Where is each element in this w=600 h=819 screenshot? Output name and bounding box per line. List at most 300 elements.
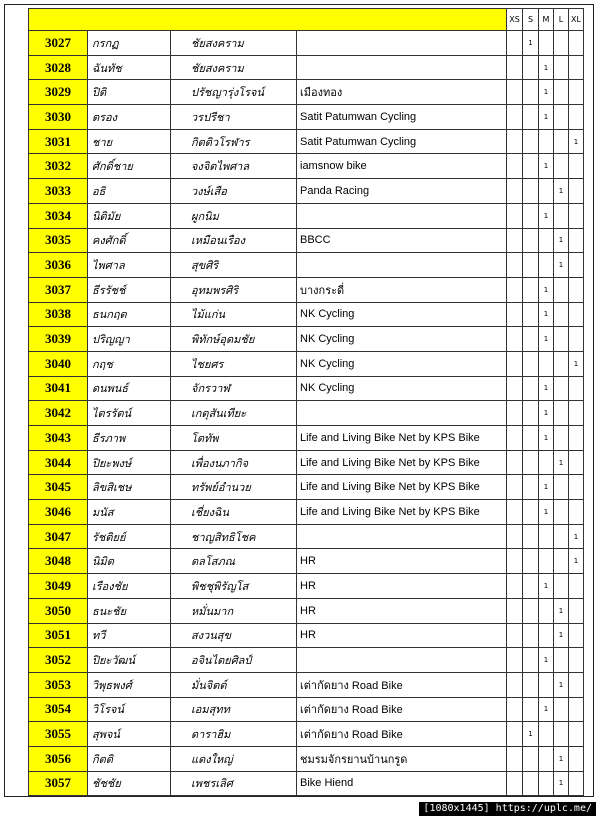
bib-number: 3052: [29, 648, 88, 673]
size-cell-xs: [507, 154, 523, 179]
last-name: กิตติวโรฬาร: [171, 129, 297, 154]
size-cell-xl: [569, 179, 584, 204]
size-cell-m: 1: [539, 80, 554, 105]
size-cell-xl: [569, 31, 584, 56]
last-name: ชัยสงคราม: [171, 31, 297, 56]
rider-rows: [29, 31, 584, 796]
size-cell-s: [523, 129, 539, 154]
size-cell-xs: [507, 475, 523, 500]
table-row: [29, 277, 584, 302]
size-cell-xl: [569, 697, 584, 722]
table-row: [29, 623, 584, 648]
size-cell-s: [523, 154, 539, 179]
size-cell-xs: [507, 376, 523, 401]
size-cell-xs: [507, 697, 523, 722]
size-cell-s: [523, 524, 539, 549]
size-cell-l: 1: [554, 746, 569, 771]
size-cell-xl: [569, 475, 584, 500]
bib-number: 3032: [29, 154, 88, 179]
size-cell-xl: [569, 253, 584, 278]
team-name: [297, 401, 507, 426]
size-cell-xs: [507, 327, 523, 352]
size-cell-m: [539, 228, 554, 253]
registration-sheet: [4, 4, 594, 797]
size-cell-xl: [569, 154, 584, 179]
size-cell-l: [554, 31, 569, 56]
table-row: [29, 179, 584, 204]
team-name: Satit Patumwan Cycling: [297, 105, 507, 130]
team-name: [297, 648, 507, 673]
size-cell-m: 1: [539, 648, 554, 673]
size-cell-xs: [507, 129, 523, 154]
last-name: ไชยศร: [171, 351, 297, 376]
last-name: เชี่ยงฉิน: [171, 500, 297, 525]
last-name: พิทักษ์อุดมชัย: [171, 327, 297, 352]
size-cell-l: 1: [554, 253, 569, 278]
team-name: ชมรมจักรยานบ้านกรูด: [297, 746, 507, 771]
size-cell-xl: 1: [569, 129, 584, 154]
size-cell-xs: [507, 228, 523, 253]
size-header-xs: XS: [507, 9, 523, 31]
size-cell-xl: [569, 228, 584, 253]
size-cell-s: 1: [523, 31, 539, 56]
last-name: เอมสุทท: [171, 697, 297, 722]
first-name: ปิยะวัฒน์: [88, 648, 171, 673]
last-name: จักรวาฬ: [171, 376, 297, 401]
size-cell-xs: [507, 179, 523, 204]
size-cell-xl: [569, 746, 584, 771]
size-cell-xs: [507, 524, 523, 549]
team-name: NK Cycling: [297, 376, 507, 401]
first-name: รัชติยย์: [88, 524, 171, 549]
size-cell-s: [523, 277, 539, 302]
bib-number: 3042: [29, 401, 88, 426]
size-cell-s: [523, 475, 539, 500]
size-cell-xl: 1: [569, 549, 584, 574]
size-cell-l: 1: [554, 598, 569, 623]
first-name: ไพศาล: [88, 253, 171, 278]
size-cell-xs: [507, 253, 523, 278]
team-name: เต่ากัดยาง Road Bike: [297, 697, 507, 722]
table-row: [29, 722, 584, 747]
size-cell-l: [554, 574, 569, 599]
size-cell-xs: [507, 55, 523, 80]
size-cell-xl: [569, 277, 584, 302]
size-cell-s: [523, 450, 539, 475]
size-cell-s: [523, 55, 539, 80]
size-cell-m: [539, 598, 554, 623]
size-cell-l: 1: [554, 623, 569, 648]
table-row: [29, 203, 584, 228]
first-name: ธนะชัย: [88, 598, 171, 623]
size-cell-m: [539, 672, 554, 697]
size-cell-l: [554, 524, 569, 549]
first-name: คงศักดิ์: [88, 228, 171, 253]
size-cell-l: 1: [554, 771, 569, 796]
table-row: [29, 228, 584, 253]
size-cell-l: 1: [554, 672, 569, 697]
size-cell-l: [554, 475, 569, 500]
size-cell-m: [539, 253, 554, 278]
team-name: HR: [297, 549, 507, 574]
team-name: HR: [297, 574, 507, 599]
team-name: Life and Living Bike Net by KPS Bike: [297, 426, 507, 451]
size-cell-l: [554, 55, 569, 80]
first-name: กิตติ: [88, 746, 171, 771]
size-cell-xs: [507, 500, 523, 525]
table-row: [29, 351, 584, 376]
size-cell-s: [523, 80, 539, 105]
first-name: ปริญญา: [88, 327, 171, 352]
size-cell-l: [554, 648, 569, 673]
size-cell-m: [539, 129, 554, 154]
team-name: เมืองทอง: [297, 80, 507, 105]
first-name: ธนกฤต: [88, 302, 171, 327]
size-cell-xl: [569, 302, 584, 327]
size-cell-s: [523, 401, 539, 426]
team-name: [297, 524, 507, 549]
bib-number: 3055: [29, 722, 88, 747]
first-name: มนัส: [88, 500, 171, 525]
size-cell-xl: [569, 327, 584, 352]
first-name: ตรอง: [88, 105, 171, 130]
size-cell-s: [523, 302, 539, 327]
team-name: HR: [297, 623, 507, 648]
team-name: [297, 31, 507, 56]
bib-number: 3041: [29, 376, 88, 401]
size-cell-xs: [507, 31, 523, 56]
last-name: ชัยสงคราม: [171, 55, 297, 80]
last-name: ตลโสภณ: [171, 549, 297, 574]
team-name: เต่ากัดยาง Road Bike: [297, 672, 507, 697]
table-row: [29, 426, 584, 451]
size-cell-l: [554, 351, 569, 376]
bib-number: 3037: [29, 277, 88, 302]
last-name: วงษ์เสือ: [171, 179, 297, 204]
header-blank: [29, 9, 507, 31]
bib-number: 3029: [29, 80, 88, 105]
first-name: สุพจน์: [88, 722, 171, 747]
size-cell-m: 1: [539, 697, 554, 722]
bib-number: 3047: [29, 524, 88, 549]
size-cell-m: 1: [539, 203, 554, 228]
size-cell-xs: [507, 574, 523, 599]
team-name: Bike Hiend: [297, 771, 507, 796]
table-row: [29, 697, 584, 722]
size-cell-l: [554, 129, 569, 154]
bib-number: 3039: [29, 327, 88, 352]
first-name: นิติมัย: [88, 203, 171, 228]
first-name: กฤช: [88, 351, 171, 376]
size-cell-xs: [507, 426, 523, 451]
first-name: ธีรรัชช์: [88, 277, 171, 302]
watermark: [1080x1445] https://uplc.me/: [419, 802, 596, 816]
first-name: ปิยะพงษ์: [88, 450, 171, 475]
size-cell-xs: [507, 598, 523, 623]
last-name: จงจิตไพศาล: [171, 154, 297, 179]
first-name: ดนพนธ์: [88, 376, 171, 401]
team-name: [297, 253, 507, 278]
first-name: ปิติ: [88, 80, 171, 105]
size-cell-s: [523, 672, 539, 697]
size-cell-l: [554, 203, 569, 228]
size-cell-s: [523, 179, 539, 204]
size-cell-xs: [507, 672, 523, 697]
table-row: [29, 648, 584, 673]
last-name: แดงใหญ่: [171, 746, 297, 771]
last-name: ทรัพย์อำนวย: [171, 475, 297, 500]
last-name: เกตุสันเทียะ: [171, 401, 297, 426]
bib-number: 3053: [29, 672, 88, 697]
bib-number: 3056: [29, 746, 88, 771]
size-header-m: M: [539, 9, 554, 31]
size-cell-xl: [569, 203, 584, 228]
last-name: หมั่นมาก: [171, 598, 297, 623]
team-name: Life and Living Bike Net by KPS Bike: [297, 475, 507, 500]
bib-number: 3054: [29, 697, 88, 722]
size-cell-l: [554, 500, 569, 525]
size-cell-xl: [569, 500, 584, 525]
size-cell-m: [539, 31, 554, 56]
size-header-s: S: [523, 9, 539, 31]
team-name: [297, 203, 507, 228]
table-row: [29, 80, 584, 105]
size-cell-l: [554, 697, 569, 722]
bib-number: 3048: [29, 549, 88, 574]
size-cell-xl: [569, 426, 584, 451]
bib-number: 3049: [29, 574, 88, 599]
team-name: BBCC: [297, 228, 507, 253]
last-name: อจินไตยศิลป์: [171, 648, 297, 673]
size-cell-xs: [507, 549, 523, 574]
team-name: Panda Racing: [297, 179, 507, 204]
first-name: ฉันทัช: [88, 55, 171, 80]
bib-number: 3040: [29, 351, 88, 376]
header-row: [29, 9, 584, 31]
last-name: โตทัพ: [171, 426, 297, 451]
table-row: [29, 376, 584, 401]
size-cell-s: [523, 574, 539, 599]
first-name: ชัชชัย: [88, 771, 171, 796]
first-name: กรกฏ: [88, 31, 171, 56]
size-cell-s: [523, 105, 539, 130]
first-name: ทวี: [88, 623, 171, 648]
bib-number: 3035: [29, 228, 88, 253]
last-name: เพื่องนภากิจ: [171, 450, 297, 475]
team-name: HR: [297, 598, 507, 623]
last-name: ปรัชญารุ่งโรจน์: [171, 80, 297, 105]
first-name: ธีรภาพ: [88, 426, 171, 451]
table-row: [29, 746, 584, 771]
team-name: Life and Living Bike Net by KPS Bike: [297, 450, 507, 475]
first-name: ชาย: [88, 129, 171, 154]
table-row: [29, 302, 584, 327]
first-name: อธิ: [88, 179, 171, 204]
table-row: [29, 154, 584, 179]
bib-number: 3050: [29, 598, 88, 623]
table-row: [29, 771, 584, 796]
table-row: [29, 574, 584, 599]
size-cell-l: [554, 549, 569, 574]
size-cell-m: [539, 179, 554, 204]
bib-number: 3036: [29, 253, 88, 278]
last-name: สงวนสุข: [171, 623, 297, 648]
size-cell-m: [539, 549, 554, 574]
size-cell-l: [554, 302, 569, 327]
bib-number: 3046: [29, 500, 88, 525]
table-row: [29, 55, 584, 80]
size-cell-s: [523, 203, 539, 228]
table-row: [29, 524, 584, 549]
size-cell-xl: [569, 598, 584, 623]
last-name: อุทมพรศิริ: [171, 277, 297, 302]
size-cell-m: [539, 450, 554, 475]
size-cell-l: 1: [554, 179, 569, 204]
last-name: ไม้แก่น: [171, 302, 297, 327]
last-name: มั่นจิตต์: [171, 672, 297, 697]
size-cell-xl: [569, 80, 584, 105]
size-cell-xs: [507, 105, 523, 130]
bib-number: 3028: [29, 55, 88, 80]
last-name: ชาญสิทธิโชค: [171, 524, 297, 549]
table-row: [29, 105, 584, 130]
bib-number: 3027: [29, 31, 88, 56]
size-cell-xl: 1: [569, 351, 584, 376]
size-cell-s: [523, 500, 539, 525]
size-cell-m: 1: [539, 55, 554, 80]
size-cell-xs: [507, 623, 523, 648]
size-cell-s: [523, 426, 539, 451]
size-cell-xl: [569, 771, 584, 796]
size-cell-xl: 1: [569, 524, 584, 549]
size-cell-m: [539, 746, 554, 771]
size-cell-s: [523, 648, 539, 673]
size-cell-xs: [507, 722, 523, 747]
last-name: วรปรีชา: [171, 105, 297, 130]
size-cell-xl: [569, 55, 584, 80]
size-cell-xl: [569, 450, 584, 475]
size-cell-m: 1: [539, 574, 554, 599]
table-row: [29, 549, 584, 574]
first-name: วิพุธพงศ์: [88, 672, 171, 697]
size-cell-xs: [507, 302, 523, 327]
team-name: NK Cycling: [297, 302, 507, 327]
size-cell-s: [523, 549, 539, 574]
size-header-l: L: [554, 9, 569, 31]
last-name: สุขศิริ: [171, 253, 297, 278]
size-cell-s: [523, 351, 539, 376]
rider-size-table: [28, 8, 584, 796]
bib-number: 3051: [29, 623, 88, 648]
table-row: [29, 129, 584, 154]
last-name: เพชรเลิศ: [171, 771, 297, 796]
size-cell-l: [554, 722, 569, 747]
size-cell-xs: [507, 351, 523, 376]
first-name: ไตรรัตน์: [88, 401, 171, 426]
size-cell-s: [523, 746, 539, 771]
bib-number: 3033: [29, 179, 88, 204]
size-cell-s: [523, 598, 539, 623]
size-cell-m: 1: [539, 426, 554, 451]
size-cell-m: 1: [539, 302, 554, 327]
first-name: วิโรจน์: [88, 697, 171, 722]
size-cell-s: [523, 327, 539, 352]
bib-number: 3045: [29, 475, 88, 500]
size-cell-l: [554, 277, 569, 302]
team-name: Satit Patumwan Cycling: [297, 129, 507, 154]
size-cell-l: [554, 80, 569, 105]
last-name: พิชชุพิรัญโส: [171, 574, 297, 599]
table-row: [29, 327, 584, 352]
size-cell-xs: [507, 80, 523, 105]
size-cell-m: [539, 351, 554, 376]
last-name: ดาราฮิม: [171, 722, 297, 747]
size-cell-s: [523, 376, 539, 401]
size-cell-xl: [569, 722, 584, 747]
first-name: นิมิต: [88, 549, 171, 574]
size-cell-m: [539, 623, 554, 648]
size-cell-xl: [569, 574, 584, 599]
size-cell-xs: [507, 648, 523, 673]
size-cell-xs: [507, 203, 523, 228]
size-cell-xs: [507, 450, 523, 475]
size-cell-l: 1: [554, 228, 569, 253]
table-row: [29, 31, 584, 56]
bib-number: 3057: [29, 771, 88, 796]
size-cell-m: 1: [539, 475, 554, 500]
team-name: [297, 55, 507, 80]
size-cell-l: [554, 154, 569, 179]
size-cell-m: 1: [539, 105, 554, 130]
size-cell-xs: [507, 401, 523, 426]
table-row: [29, 401, 584, 426]
first-name: ศักดิ์ชาย: [88, 154, 171, 179]
table-row: [29, 450, 584, 475]
size-cell-xl: [569, 376, 584, 401]
size-cell-s: 1: [523, 722, 539, 747]
team-name: NK Cycling: [297, 351, 507, 376]
table-row: [29, 500, 584, 525]
table-row: [29, 598, 584, 623]
last-name: ผูกนิม: [171, 203, 297, 228]
table-row: [29, 475, 584, 500]
size-cell-l: [554, 426, 569, 451]
bib-number: 3043: [29, 426, 88, 451]
size-cell-xl: [569, 672, 584, 697]
size-cell-l: [554, 327, 569, 352]
team-name: เต่ากัดยาง Road Bike: [297, 722, 507, 747]
bib-number: 3031: [29, 129, 88, 154]
size-cell-l: [554, 401, 569, 426]
size-cell-m: [539, 524, 554, 549]
size-cell-xs: [507, 746, 523, 771]
first-name: เรืองชัย: [88, 574, 171, 599]
bib-number: 3030: [29, 105, 88, 130]
size-cell-l: 1: [554, 450, 569, 475]
team-name: NK Cycling: [297, 327, 507, 352]
size-cell-m: 1: [539, 327, 554, 352]
bib-number: 3038: [29, 302, 88, 327]
size-cell-m: [539, 771, 554, 796]
size-cell-m: 1: [539, 277, 554, 302]
size-cell-s: [523, 697, 539, 722]
size-cell-m: [539, 722, 554, 747]
table-row: [29, 672, 584, 697]
bib-number: 3044: [29, 450, 88, 475]
size-cell-xl: [569, 648, 584, 673]
table-row: [29, 253, 584, 278]
team-name: iamsnow bike: [297, 154, 507, 179]
